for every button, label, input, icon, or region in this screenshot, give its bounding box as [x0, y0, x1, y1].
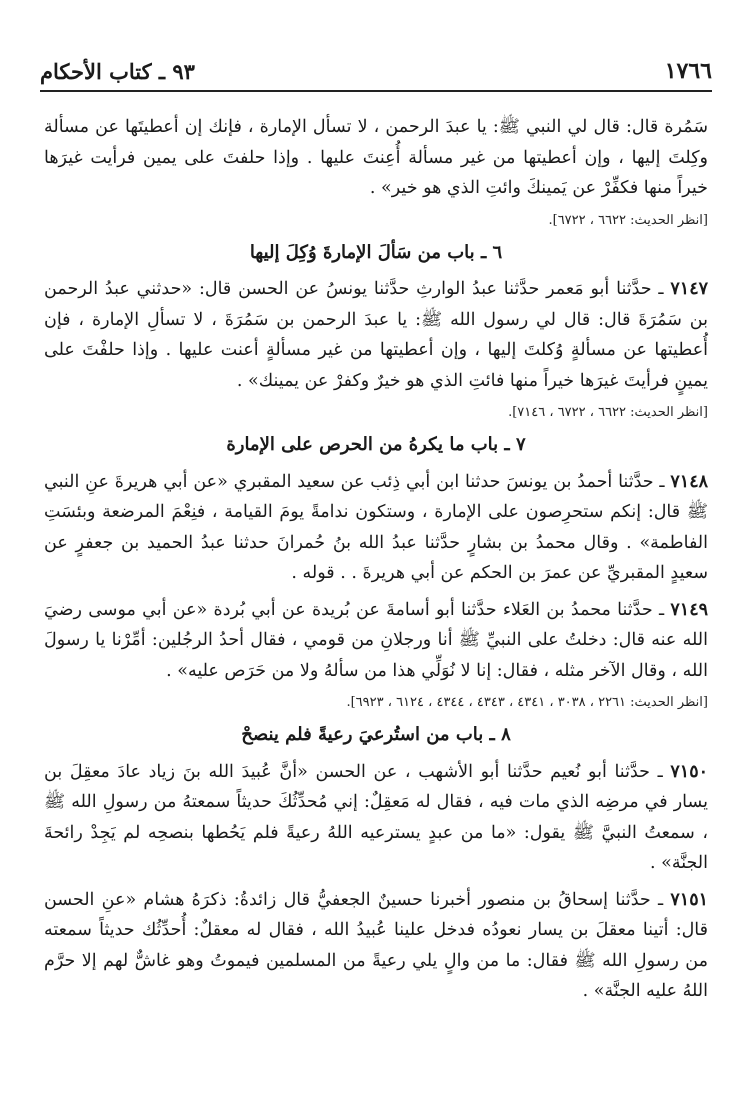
page-number: ١٧٦٦ — [664, 58, 712, 84]
hadith-7148 — [44, 467, 708, 589]
hadith-number: ٧١٥٠ — [670, 761, 708, 782]
hadith-7150 — [44, 757, 708, 879]
hadith-7151 — [44, 885, 708, 1007]
page-header — [40, 52, 712, 92]
reference-note: [انظر الحديث: ٦٦٢٢ ، ٦٧٢٢]. — [548, 212, 708, 228]
chapter-heading-7: ٧ ـ باب ما يكرهُ من الحرص على الإمارة — [226, 434, 526, 455]
reference-note: [انظر الحديث: ٢٢٦١ ، ٣٠٣٨ ، ٤٣٤١ ، ٤٣٤٣ ، ٤٣٤٤ ، ٦١٢٤ ، ٦٩٢٣]. — [346, 695, 708, 710]
intro-paragraph: سَمُرة قال: قال لي النبي ﷺ: يا عبدَ الرحمن ، لا تسأل الإمارة ، فإنك إن أعطيتَها عن مسألة وكِلتَ إليها ، وإن أعطيتها من غير مسألة أُعِنتَ عليها . وإذا حلفتَ على يمين فرأيت غيرَها خيراً منها فكفِّرْ عن يَمينكَ وائتِ الذي هو خير» . — [44, 117, 708, 198]
hadith-number: ٧١٥١ — [670, 889, 708, 910]
hadith-text: ـ حدَّثنا أحمدُ بن يونسَ حدثنا ابن أبي ذِئب عن سعيد المقبري «عن أبي هريرةَ عنِ النبي ﷺ قال: إنكم ستحرِصون على الإمارة ، وستكون ندامةً يومَ القيامة ، فنِعْمَ المرضعة وبئسَتِ الفاطمة» . وقال محمدُ بن بشارٍ حدَّثنا عبدُ الله بنُ حُمرانَ حدثنا عبدُ الحميد بن جعفرٍ عن سعيدٍ المقبريِّ عن عمرَ بن الحكم عن أبي هريرةَ . . قوله . — [44, 471, 708, 583]
hadith-7147 — [44, 274, 708, 396]
hadith-text: ـ حدَّثنا إسحاقُ بن منصور أخبرنا حسينٌ الجعفيُّ قال زائدةُ: ذكرَهُ هشام «عنِ الحسن قال: أتينا معقلَ بن يسار نعودُه فدخل علينا عُبيدُ الله ، فقال له معقلٌ: أُحدِّثُك حديثاً سمعته من رسولِ الله ﷺ فقال: ما من والٍ يلي رعيةً من المسلمين فيموتُ وهو غاشٌّ لهم إلا حرَّم اللهُ عليه الجنَّة» . — [44, 889, 708, 1001]
hadith-text: ـ حدَّثنا أبو نُعيم حدَّثنا أبو الأشهب ، عن الحسن «أنَّ عُبيدَ الله بنَ زياد عادَ معقِلَ بن يسار في مرضِه الذي مات فيه ، فقال له مَعقِلٌ: إني مُحدِّثُكَ حديثاً سمعتهُ من رسولِ الله ﷺ ، سمعتُ النبيَّ ﷺ يقول: «ما من عبدٍ يسترعيه اللهُ رعيةً فلم يَحُطها بنصحِه لم يَجِدْ رائحةَ الجنَّة» . — [44, 761, 708, 873]
hadith-number: ٧١٤٨ — [670, 471, 708, 492]
hadith-number: ٧١٤٧ — [670, 279, 708, 299]
chapter-heading-8: ٨ ـ باب من استُرعيَ رعيةً فلم ينصحْ — [241, 724, 511, 745]
hadith-number: ٧١٤٩ — [670, 599, 708, 620]
hadith-text: ـ حدَّثنا محمدُ بن العَلاء حدَّثنا أبو أسامةَ عن بُريدة عن أبي بُردة «عن أبي موسى رضيَ الله عنه قال: دخلتُ على النبيِّ ﷺ أنا ورجلانِ من قومي ، فقال أحدُ الرجُلين: أمِّرْنا يا رسولَ الله ، وقال الآخر مثله ، فقال: إنا لا نُوَلِّي هذا من سألهُ ولا من حَرَص عليه» . — [44, 599, 708, 681]
chapter-title: ٩٣ ـ كتاب الأحكام — [40, 59, 195, 84]
page-body — [44, 112, 708, 1013]
reference-note: [انظر الحديث: ٦٦٢٢ ، ٦٧٢٢ ، ٧١٤٦]. — [508, 405, 708, 420]
hadith-7149 — [44, 595, 708, 687]
chapter-heading-6: ٦ ـ باب من سَألَ الإمارةَ وُكِلَ إليها — [249, 241, 503, 263]
hadith-text: ـ حدَّثنا أبو مَعمر حدَّثنا عبدُ الوارثِ حدَّثنا يونسُ عن الحسن قال: «حدثني عبدُ الرحمن بن سَمُرَةَ قال: قال لي رسول الله ﷺ: يا عبدَ الرحمن بن سَمُرَةَ ، لا تسألِ الإمارة ، فإن أُعطيتها عن مسألةٍ وُكلتَ إليها ، وإن أعطيتها من غير مسألةٍ أعنت عليها . وإذا حلفْتَ على يمينٍ فرأيتَ غيرَها خيراً منها فائتِ الذي هو خيرٌ وكفرْ عن يمينك» . — [44, 279, 708, 391]
